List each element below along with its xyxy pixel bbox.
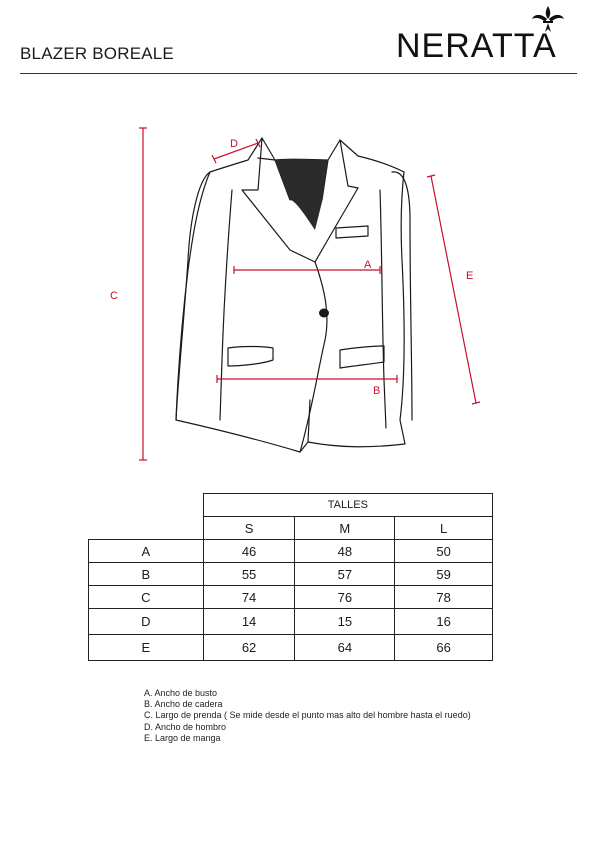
legend-item: D. Ancho de hombro: [144, 721, 227, 732]
dim-label-e: E: [466, 270, 474, 282]
product-title: BLAZER BOREALE: [20, 44, 174, 63]
table-row: [89, 540, 493, 563]
table-cell: 74: [203, 586, 295, 609]
dim-label-a: A: [364, 259, 372, 271]
table-cell: 66: [395, 635, 493, 661]
table-cell: 64: [295, 635, 395, 661]
column-header: S: [203, 517, 295, 540]
table-cell: 48: [295, 540, 395, 563]
column-header: L: [395, 517, 493, 540]
dim-label-d: D: [230, 138, 238, 150]
table-row: [89, 586, 493, 609]
table-cell: 15: [295, 609, 395, 635]
table-cell: 16: [395, 609, 493, 635]
table-cell: 76: [295, 586, 395, 609]
brand-logo: NERATTA: [396, 27, 557, 65]
table-cell: 59: [395, 563, 493, 586]
dim-label-c: C: [110, 290, 118, 302]
table-cell: 50: [395, 540, 493, 563]
size-table: [88, 493, 493, 661]
table-cell: 78: [395, 586, 493, 609]
table-cell: 14: [203, 609, 295, 635]
legend-item: B. Ancho de cadera: [144, 699, 223, 710]
row-label: E: [89, 635, 204, 661]
table-row: [89, 563, 493, 586]
measurement-legend: [144, 688, 471, 744]
row-label: D: [89, 609, 204, 635]
table-cell: 57: [295, 563, 395, 586]
legend-item: E. Largo de manga: [144, 732, 221, 743]
row-label: B: [89, 563, 204, 586]
table-cell: 55: [203, 563, 295, 586]
table-cell: 46: [203, 540, 295, 563]
legend-item: A. Ancho de busto: [144, 688, 218, 698]
table-cell: 62: [203, 635, 295, 661]
table-row: [89, 609, 493, 635]
row-label: A: [89, 540, 204, 563]
jacket-button: [319, 309, 329, 318]
jacket-lining: [275, 159, 328, 230]
column-header: M: [295, 517, 395, 540]
legend-item: C. Largo de prenda ( Se mide desde el punto mas alto del hombre hasta el ruedo): [144, 710, 471, 721]
table-row: [89, 635, 493, 661]
table-title: TALLES: [203, 494, 492, 517]
row-label: C: [89, 586, 204, 609]
dim-label-b: B: [373, 385, 381, 397]
